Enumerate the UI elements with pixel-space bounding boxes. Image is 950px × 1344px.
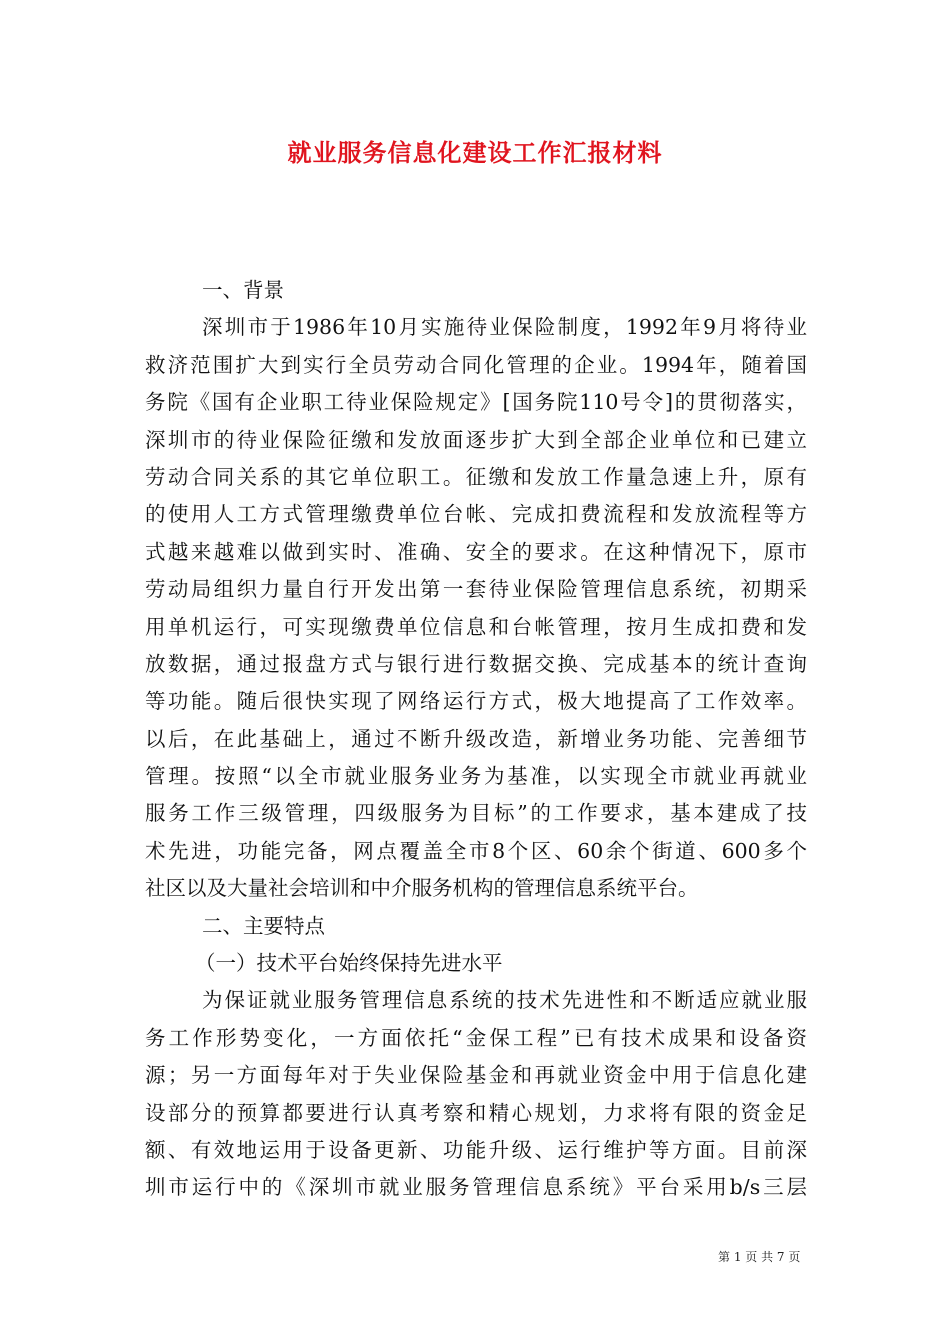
text-line: 以后，在此基础上，通过不断升级改造，新增业务功能、完善细节 [145,726,807,751]
text-line: 放数据，通过报盘方式与银行进行数据交换、完成基本的统计查询 [145,651,807,676]
section-heading: 一、背景 [202,278,284,302]
page-number-footer: 第 1 页 共 7 页 [718,1250,801,1264]
text-line: 管理。按照“以全市就业服务业务为基准，以实现全市就业再就业 [145,764,807,789]
text-line: 深圳市的待业保险征缴和发放面逐步扩大到全部企业单位和已建立 [145,427,807,452]
text-line: 社区以及大量社会培训和中介服务机构的管理信息系统平台。 [145,876,699,901]
text-line: 用单机运行，可实现缴费单位信息和台帐管理，按月生成扣费和发 [145,614,807,639]
text-line: 的使用人工方式管理缴费单位台帐、完成扣费流程和发放流程等方 [145,502,807,527]
text-line: 圳市运行中的《深圳市就业服务管理信息系统》平台采用b/s三层 [145,1175,807,1200]
text-line: 源；另一方面每年对于失业保险基金和再就业资金中用于信息化建 [145,1063,807,1088]
text-line: 劳动局组织力量自行开发出第一套待业保险管理信息系统，初期采 [145,577,807,602]
document-title: 就业服务信息化建设工作汇报材料 [287,138,663,167]
text-line: 深圳市于1986年10月实施待业保险制度，1992年9月将待业 [202,315,807,340]
text-line: 务工作形势变化，一方面依托“金保工程”已有技术成果和设备资 [145,1025,807,1050]
subsection-heading: （一）技术平台始终保持先进水平 [195,951,503,976]
text-line: 额、有效地运用于设备更新、功能升级、运行维护等方面。目前深 [145,1137,807,1162]
text-line: 服务工作三级管理，四级服务为目标”的工作要求，基本建成了技 [145,801,807,826]
document-body [145,272,807,1207]
text-line: 为保证就业服务管理信息系统的技术先进性和不断适应就业服 [202,988,807,1013]
section-heading: 二、主要特点 [202,913,325,938]
text-line: 式越来越难以做到实时、准确、安全的要求。在这种情况下，原市 [145,539,807,564]
text-line: 设部分的预算都要进行认真考察和精心规划，力求将有限的资金足 [145,1100,807,1125]
text-line: 术先进，功能完备，网点覆盖全市8个区、60余个街道、600多个 [145,838,807,863]
text-line: 务院《国有企业职工待业保险规定》[国务院110号令]的贯彻落实， [145,390,807,415]
text-line: 救济范围扩大到实行全员劳动合同化管理的企业。1994年，随着国 [145,352,807,377]
text-line: 等功能。随后很快实现了网络运行方式，极大地提高了工作效率。 [145,689,807,714]
text-line: 劳动合同关系的其它单位职工。征缴和发放工作量急速上升，原有 [145,464,807,489]
